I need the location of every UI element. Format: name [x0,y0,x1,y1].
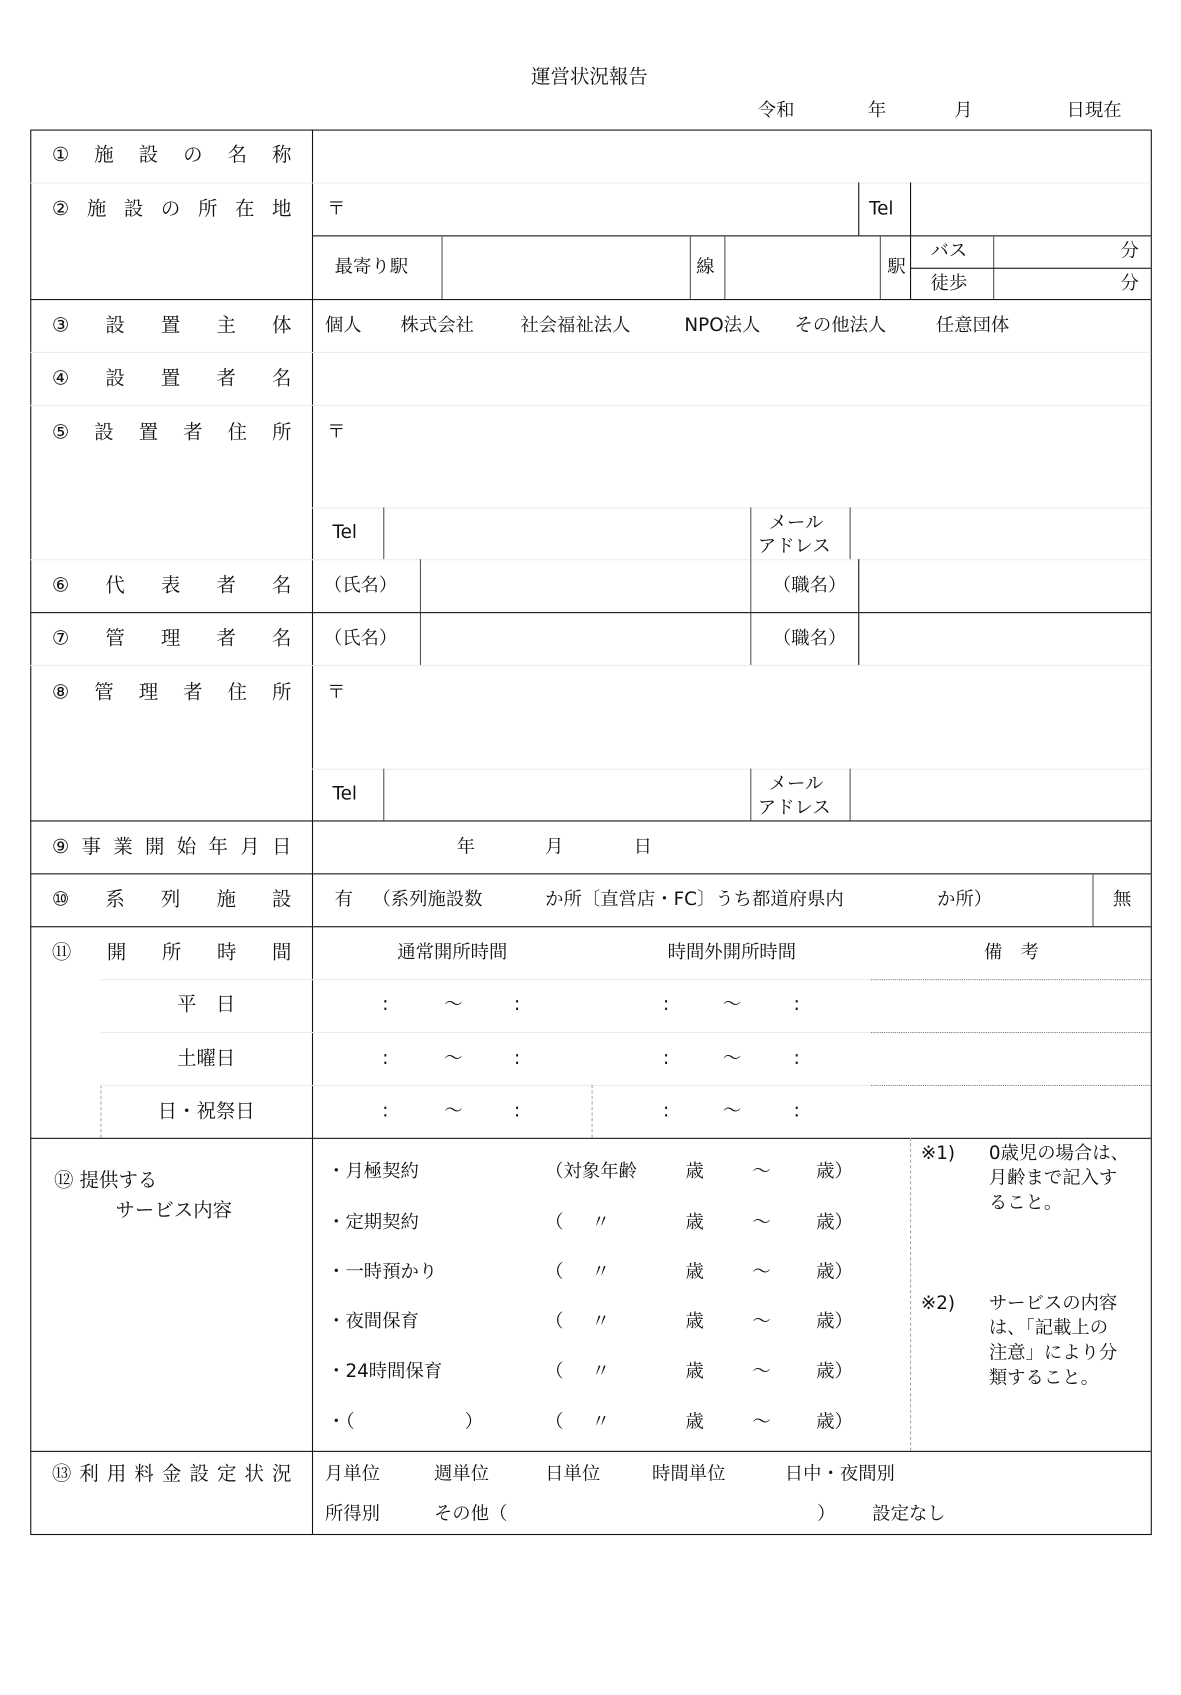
mail-label: メール [768,512,824,534]
colon: : [662,1047,670,1070]
extra-hours-header: 時間外開所時間 [667,941,797,964]
tilde: 〜 [444,993,463,1016]
service-name: ・（ ） [327,1411,484,1434]
service-name: ・定期契約 [327,1211,419,1234]
divider [312,769,1151,770]
note2-line: 注意」により分 [988,1342,1118,1364]
bus-label: バス [930,240,968,262]
start-day: 日 [633,836,653,858]
walk-minutes: 分 [1120,272,1139,295]
affiliates-yes[interactable]: 有 [334,888,353,911]
nearest-station-label: 最寄り駅 [334,256,409,278]
target-age-label: （対象年齢 [545,1161,637,1183]
age-from: 歳 [685,1211,704,1234]
position-label: （職名） [772,627,847,650]
age-to: 歳） [816,1211,853,1234]
note2-line: 類すること。 [988,1367,1099,1389]
divider [871,1085,1151,1086]
weekday-label: 平 日 [177,993,236,1016]
divider [1092,873,1093,926]
paren: （ [545,1360,564,1383]
bus-minutes: 分 [1120,240,1139,262]
label-founder-address: ⑤設置者住所 [51,421,292,444]
tilde: 〜 [722,1100,742,1123]
label-facility-address: ②施設の所在地 [51,197,292,221]
divider [871,979,1151,980]
fee-option[interactable]: 日中・夜間別 [784,1463,895,1485]
label-manager-name: ⑦管理者名 [51,627,292,650]
tilde: 〜 [722,1047,742,1070]
tilde: 〜 [752,1411,771,1434]
holiday-label: 日・祝祭日 [157,1100,255,1123]
divider [750,769,751,821]
station-label: 駅 [887,256,906,278]
age-from: 歳 [685,1311,704,1333]
tilde: 〜 [752,1360,771,1383]
age-to: 歳） [816,1411,853,1434]
tilde: 〜 [752,1311,771,1333]
divider [30,405,1151,406]
divider [850,507,851,559]
address-label: アドレス [757,535,831,558]
divider [30,559,1151,560]
colon: : [513,993,521,1016]
note1-line: 月齢まで記入す [988,1167,1118,1190]
tilde: 〜 [444,1100,463,1123]
divider [30,352,1151,353]
founder-option[interactable]: その他法人 [794,314,887,337]
service-name: ・夜間保育 [327,1311,419,1333]
regular-hours-header: 通常開所時間 [397,941,508,964]
mail-label: メール [768,773,824,796]
colon: : [382,1047,389,1070]
label-founder-type: ③設置主体 [51,314,292,337]
postal-mark: 〒 [327,681,346,704]
divider [30,612,1151,613]
divider [690,235,691,299]
age-to: 歳） [816,1261,853,1283]
divider [30,926,1151,927]
age-from: 歳 [685,1161,704,1183]
divider [383,507,384,559]
divider [724,235,725,299]
label-services-2: サービス内容 [115,1199,233,1222]
note2-mark: ※2) [920,1292,956,1315]
fee-option[interactable]: 時間単位 [652,1463,726,1485]
note1-line: ること。 [988,1192,1063,1214]
label-representative: ⑥代表者名 [51,574,292,597]
age-to: 歳） [816,1161,853,1183]
founder-option[interactable]: 任意団体 [935,314,1010,337]
tilde: 〜 [752,1261,771,1283]
ditto-mark: 〃 [591,1311,610,1333]
label-founder-name: ④設置者名 [51,367,292,390]
divider [30,1138,1151,1139]
divider [30,182,1151,183]
divider [30,299,1151,300]
date-month: 月 [954,99,973,122]
age-to: 歳） [816,1311,853,1333]
fee-option-other[interactable]: その他（ [433,1503,508,1525]
age-from: 歳 [685,1411,704,1434]
colon: : [382,993,389,1016]
ditto-mark: 〃 [591,1261,610,1283]
colon: : [793,1100,800,1123]
affiliates-end-label: か所） [937,888,993,911]
affiliates-count-label: （系列施設数 [372,888,483,911]
colon: : [382,1100,389,1123]
form-title: 運営状況報告 [531,65,648,89]
ditto-mark: 〃 [591,1411,610,1434]
fee-option-income[interactable]: 所得別 [324,1503,380,1525]
tel-label: Tel [868,198,894,220]
position-label: （職名） [772,574,847,597]
colon: : [662,1100,670,1123]
note2-line: は、「記載上の [988,1317,1109,1340]
fee-other-close: ） [817,1503,836,1525]
divider [880,235,881,299]
colon: : [513,1047,521,1070]
age-to: 歳） [816,1360,853,1383]
note1-line: 0歳児の場合は、 [988,1142,1129,1165]
label-manager-address: ⑧管理者住所 [51,681,292,704]
date-year: 年 [867,99,887,122]
paren: （ [545,1411,564,1434]
divider [750,507,751,559]
affiliates-direct-label: か所〔直営店・FC〕うち都道府県内 [545,888,844,911]
divider [850,769,851,821]
label-services-1: ⑫ 提供する [53,1169,158,1192]
divider [592,1085,593,1138]
postal-mark: 〒 [327,421,346,444]
date-era: 令和 [757,99,795,122]
tel-label: Tel [332,783,357,805]
divider [30,665,1151,666]
age-from: 歳 [685,1360,704,1383]
divider [30,1451,1151,1452]
start-year: 年 [456,836,475,858]
colon: : [513,1100,521,1123]
divider [312,507,1151,508]
note1-mark: ※1) [920,1142,956,1165]
divider [100,1032,871,1033]
founder-option[interactable]: 株式会社 [400,314,474,337]
divider [858,182,859,235]
service-name: ・月極契約 [327,1161,419,1183]
ditto-mark: 〃 [591,1211,610,1234]
divider [910,268,1151,269]
paren: （ [545,1311,564,1333]
label-affiliates: ⑩系列施設 [51,888,292,912]
name-label: （氏名） [323,627,398,650]
colon: : [793,993,800,1016]
divider [442,235,443,299]
fee-option-none[interactable]: 設定なし [872,1503,946,1525]
divider [910,1138,911,1451]
divider [312,235,1151,236]
fee-option[interactable]: 週単位 [433,1463,490,1485]
divider [100,979,871,980]
tilde: 〜 [444,1047,463,1070]
tel-label: Tel [332,521,357,544]
fee-option[interactable]: 日単位 [545,1463,601,1485]
tilde: 〜 [722,993,742,1016]
divider [30,820,1151,821]
divider [100,1085,101,1138]
divider [871,1032,1151,1033]
tilde: 〜 [752,1161,771,1183]
ditto-mark: 〃 [591,1360,610,1383]
label-facility-name: ①施設の名称 [51,143,292,167]
affiliates-no[interactable]: 無 [1112,888,1132,911]
colon: : [793,1047,800,1070]
founder-option[interactable]: NPO法人 [684,314,761,337]
address-label: アドレス [757,797,831,819]
label-divider [312,130,313,1534]
divider [910,182,911,299]
saturday-label: 土曜日 [177,1047,236,1070]
colon: : [662,993,670,1016]
age-from: 歳 [685,1261,704,1283]
tilde: 〜 [752,1211,771,1234]
divider [383,769,384,821]
label-opening-hours: ⑪開所時間 [51,941,292,964]
name-label: （氏名） [323,574,398,597]
start-month: 月 [545,836,564,858]
note2-line: サービスの内容 [988,1292,1118,1315]
service-name: ・24時間保育 [327,1360,443,1383]
founder-option[interactable]: 個人 [324,314,362,337]
remarks-header: 備 考 [983,941,1040,964]
postal-mark: 〒 [327,198,346,220]
divider [30,873,1151,874]
label-start-date: ⑨事業開始年月日 [51,835,292,859]
paren: （ [545,1211,564,1234]
date-day: 日現在 [1066,99,1122,122]
divider [100,1085,871,1086]
service-name: ・一時預かり [327,1261,438,1283]
label-fee-settings: ⑬利用料金設定状況 [51,1462,292,1486]
walk-label: 徒歩 [930,272,968,295]
line-label: 線 [696,256,715,278]
founder-option[interactable]: 社会福祉法人 [520,314,631,337]
fee-option[interactable]: 月単位 [324,1463,380,1485]
paren: （ [545,1261,564,1283]
